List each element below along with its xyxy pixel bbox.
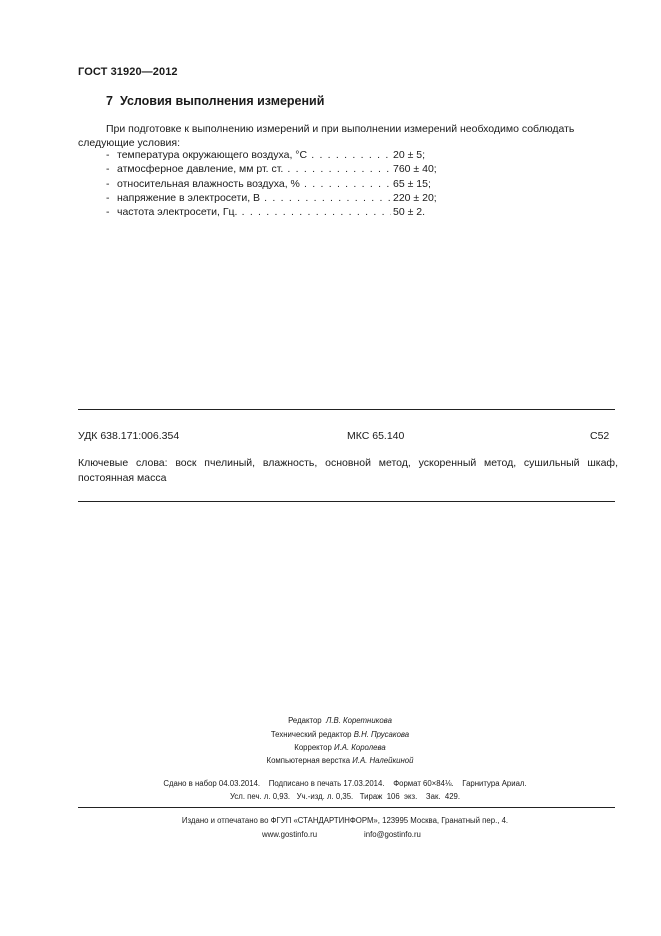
condition-row — [106, 191, 437, 205]
section-title: Условия выполнения измерений — [119, 94, 325, 108]
conditions-list — [106, 148, 437, 219]
condition-row — [106, 177, 437, 191]
publisher-line: Издано и отпечатано во ФГУП «СТАНДАРТИНФОРМ», 123995 Москва, Гранатный пер., 4. — [181, 816, 509, 825]
list-dash: - — [106, 163, 110, 176]
tech-editor-label: Технический редактор — [270, 730, 352, 739]
condition-value: 220 ± 20; — [393, 191, 437, 204]
imprint-line-2: Усл. печ. л. 0,93. Уч.-изд. л. 0,35. Тираж 106 экз. Зак. 429. — [229, 792, 461, 801]
corrector-label: Корректор — [294, 743, 332, 752]
condition-value: 20 ± 5; — [393, 149, 426, 161]
divider-top — [78, 409, 615, 410]
intro-text: При подготовке к выполнению измерений и при выполнении измерений необходимо соблюдать следующие условия: — [78, 123, 575, 149]
class-code: С52 — [590, 430, 610, 442]
staff-editor — [150, 716, 530, 725]
layout-name: И.А. Налейкиной — [352, 756, 414, 765]
divider-middle — [78, 501, 615, 502]
mks-code: МКС 65.140 — [347, 430, 405, 442]
divider-bottom — [78, 807, 615, 808]
list-dash: - — [106, 177, 110, 190]
condition-label: частота электросети, Гц. . . . — [117, 205, 391, 219]
condition-row — [106, 162, 437, 176]
tech-editor-name: В.Н. Прусакова — [353, 730, 410, 739]
udk-code: УДК 638.171:006.354 — [78, 430, 180, 442]
condition-value: 65 ± 15; — [393, 177, 431, 190]
staff-tech-editor — [150, 730, 530, 739]
email-link[interactable]: info@gostinfo.ru — [364, 830, 421, 839]
list-dash: - — [106, 206, 110, 219]
condition-label: температура окружающего воздуха, °С . . . — [117, 148, 391, 162]
condition-row — [106, 148, 437, 162]
condition-value: 50 ± 2. — [393, 206, 426, 219]
list-dash: - — [106, 191, 110, 204]
condition-row — [106, 205, 437, 219]
condition-label: атмосферное давление, мм рт. ст. . . . — [117, 162, 391, 176]
staff-corrector — [150, 743, 530, 752]
staff-layout — [150, 756, 530, 765]
editor-label: Редактор — [288, 716, 322, 725]
list-dash: - — [106, 149, 110, 161]
corrector-name: И.А. Королева — [334, 743, 386, 752]
condition-label: относительная влажность воздуха, % . . . — [117, 177, 391, 191]
document-code: ГОСТ 31920—2012 — [78, 66, 178, 78]
website-link[interactable]: www.gostinfo.ru — [262, 830, 318, 839]
intro-paragraph — [78, 122, 618, 150]
imprint-line-1: Сдано в набор 04.03.2014. Подписано в печать 17.03.2014. Формат 60×84⅛. Гарнитура Ариал. — [163, 779, 527, 788]
editor-name: Л.В. Коретникова — [325, 716, 392, 725]
layout-label: Компьютерная верстка — [266, 756, 351, 765]
condition-value: 760 ± 40; — [393, 163, 437, 176]
keywords: Ключевые слова: воск пчелиный, влажность, основной метод, ускоренный метод, сушильный шкаф, постоянная масса — [78, 457, 618, 484]
section-number: 7 — [106, 94, 113, 108]
condition-label: напряжение в электросети, В . . . — [117, 191, 391, 205]
section-heading — [106, 94, 324, 108]
